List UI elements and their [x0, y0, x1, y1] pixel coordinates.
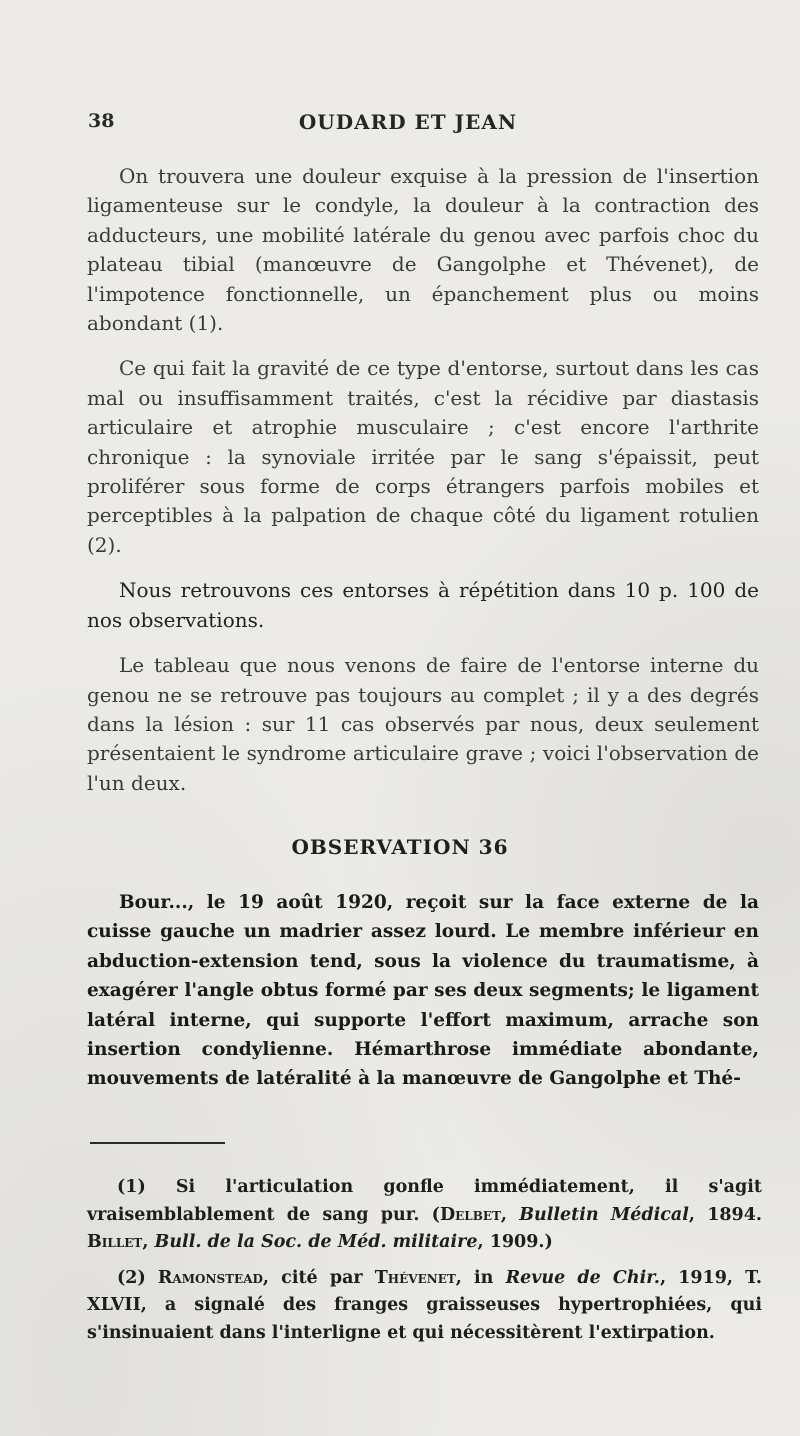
footnote-1-sep-1: ,	[500, 1204, 520, 1225]
running-head: OUDARD ET JEAN	[298, 110, 518, 134]
observation-text: Bour..., le 19 août 1920, reçoit sur la face externe de la cuisse gauche un madrier assez lourd. Le membre inférieur en abduction-extension tend, sous la violence du traumatisme, à exagérer l'angle obtus formé par ses deux segments; le ligament latéral interne, qui supporte l'effort maximum, arrache son insertion condylienne. Hémarthrose immédiate abondante, mouvements de latéralité à la manœuvre de Gangolphe et Thé-	[87, 892, 759, 1090]
footnote-1-sep-2: ,	[142, 1232, 155, 1252]
paragraph-1: On trouvera une douleur exquise à la pression de l'insertion ligamenteuse sur le condyle, la douleur à la contraction des adducteurs, une mobilité latérale du genou avec parfois choc du plateau tibial (manœuvre de Gangolphe et Thévenet), de l'impotence fonctionnelle, un épanchement plus ou moins abondant (1).	[87, 164, 759, 336]
footnote-2-tail: , 1919, T. XLVII, a signalé des franges graisseuses hypertrophiées, qui s'insinuaient dans l'interligne et qui nécessitèrent l'extirpation.	[87, 1267, 763, 1343]
footnote-2-author-1: Ramonstead	[157, 1267, 263, 1288]
main-text	[87, 162, 759, 814]
footnote-2-author-2: Thévenet	[374, 1267, 456, 1288]
page-number: 38	[88, 110, 115, 132]
footnote-2-lead: (2)	[117, 1267, 158, 1288]
paragraph-4: Le tableau que nous venons de faire de l'entorse interne du genou ne se retrouve pas toujours au complet ; il y a des degrés dans la lésion : sur 11 cas observés par nous, deux seulement présentaient le syndrome articulaire grave ; voici l'observation de l'un deux.	[87, 653, 759, 795]
footnote-2-mid-2: , in	[455, 1267, 506, 1288]
footnotes	[87, 1174, 762, 1355]
page-header	[88, 110, 728, 140]
footnote-2-mid-1: , cité par	[262, 1267, 375, 1288]
observation-block	[87, 888, 759, 1094]
footnote-1-author-2: Billet	[87, 1232, 143, 1252]
observation-title: OBSERVATION 36	[291, 835, 509, 859]
footnote-separator	[90, 1142, 225, 1144]
footnote-1-year-1: , 1894.	[688, 1204, 763, 1225]
paragraph-2: Ce qui fait la gravité de ce type d'entorse, surtout dans les cas mal ou insuffisamment traités, c'est la récidive par diastasis articulaire et atrophie musculaire ; c'est encore l'arthrite chronique : la synoviale irritée par le sang s'épaissit, peut proliférer sous forme de corps étrangers parfois mobiles et perceptibles à la palpation de chaque côté du ligament rotulien (2).	[87, 356, 759, 557]
paragraph-3: Nous retrouvons ces entorses à répétition dans 10 p. 100 de nos observations.	[87, 578, 759, 632]
footnote-1	[87, 1174, 762, 1257]
footnote-2-journal: Revue de Chir.	[505, 1267, 660, 1288]
footnote-1-journal-2: Bull. de la Soc. de Méd. militaire	[154, 1232, 478, 1252]
footnote-1-journal-1: Bulletin Médical	[519, 1204, 689, 1225]
footnote-2	[87, 1265, 762, 1348]
footnote-1-author-1: Delbet	[439, 1204, 501, 1225]
footnote-1-tail: , 1909.)	[477, 1232, 553, 1252]
footnote-1-lead: (1) Si l'articulation gonfle immédiatement, il s'agit vraisemblablement de sang pur. (	[87, 1177, 762, 1225]
